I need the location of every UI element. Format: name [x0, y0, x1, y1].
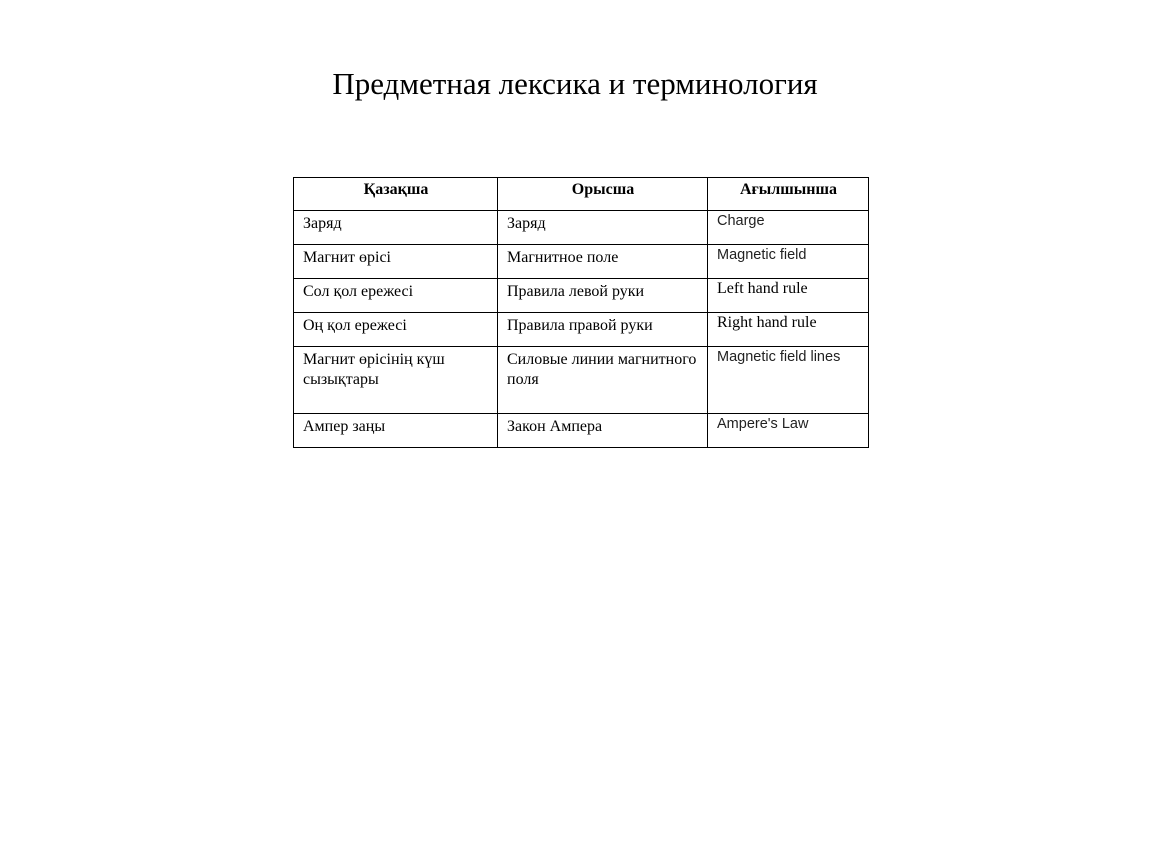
table-header-row [294, 178, 869, 211]
header-english: Ағылшынша [708, 178, 869, 211]
terminology-table [293, 177, 869, 448]
cell-english: Left hand rule [708, 279, 869, 313]
cell-russian: Силовые линии магнитного поля [498, 347, 708, 414]
table-row [294, 347, 869, 414]
table-row [294, 245, 869, 279]
cell-kazakh: Заряд [294, 211, 498, 245]
cell-russian: Правила левой руки [498, 279, 708, 313]
cell-kazakh: Магнит өрісінің күш сызықтары [294, 347, 498, 414]
cell-english: Magnetic field [708, 245, 869, 279]
header-russian: Орысша [498, 178, 708, 211]
cell-russian: Закон Ампера [498, 414, 708, 448]
cell-kazakh: Оң қол ережесі [294, 313, 498, 347]
cell-russian: Заряд [498, 211, 708, 245]
cell-english: Ampere's Law [708, 414, 869, 448]
cell-english: Right hand rule [708, 313, 869, 347]
cell-english: Magnetic field lines [708, 347, 869, 414]
cell-english: Charge [708, 211, 869, 245]
header-kazakh: Қазақша [294, 178, 498, 211]
page-title: Предметная лексика и терминология [332, 66, 818, 101]
table-row [294, 313, 869, 347]
cell-russian: Правила правой руки [498, 313, 708, 347]
cell-kazakh: Сол қол ережесі [294, 279, 498, 313]
cell-russian: Магнитное поле [498, 245, 708, 279]
table-row [294, 414, 869, 448]
cell-kazakh: Ампер заңы [294, 414, 498, 448]
table-row [294, 211, 869, 245]
cell-kazakh: Магнит өрісі [294, 245, 498, 279]
table-row [294, 279, 869, 313]
